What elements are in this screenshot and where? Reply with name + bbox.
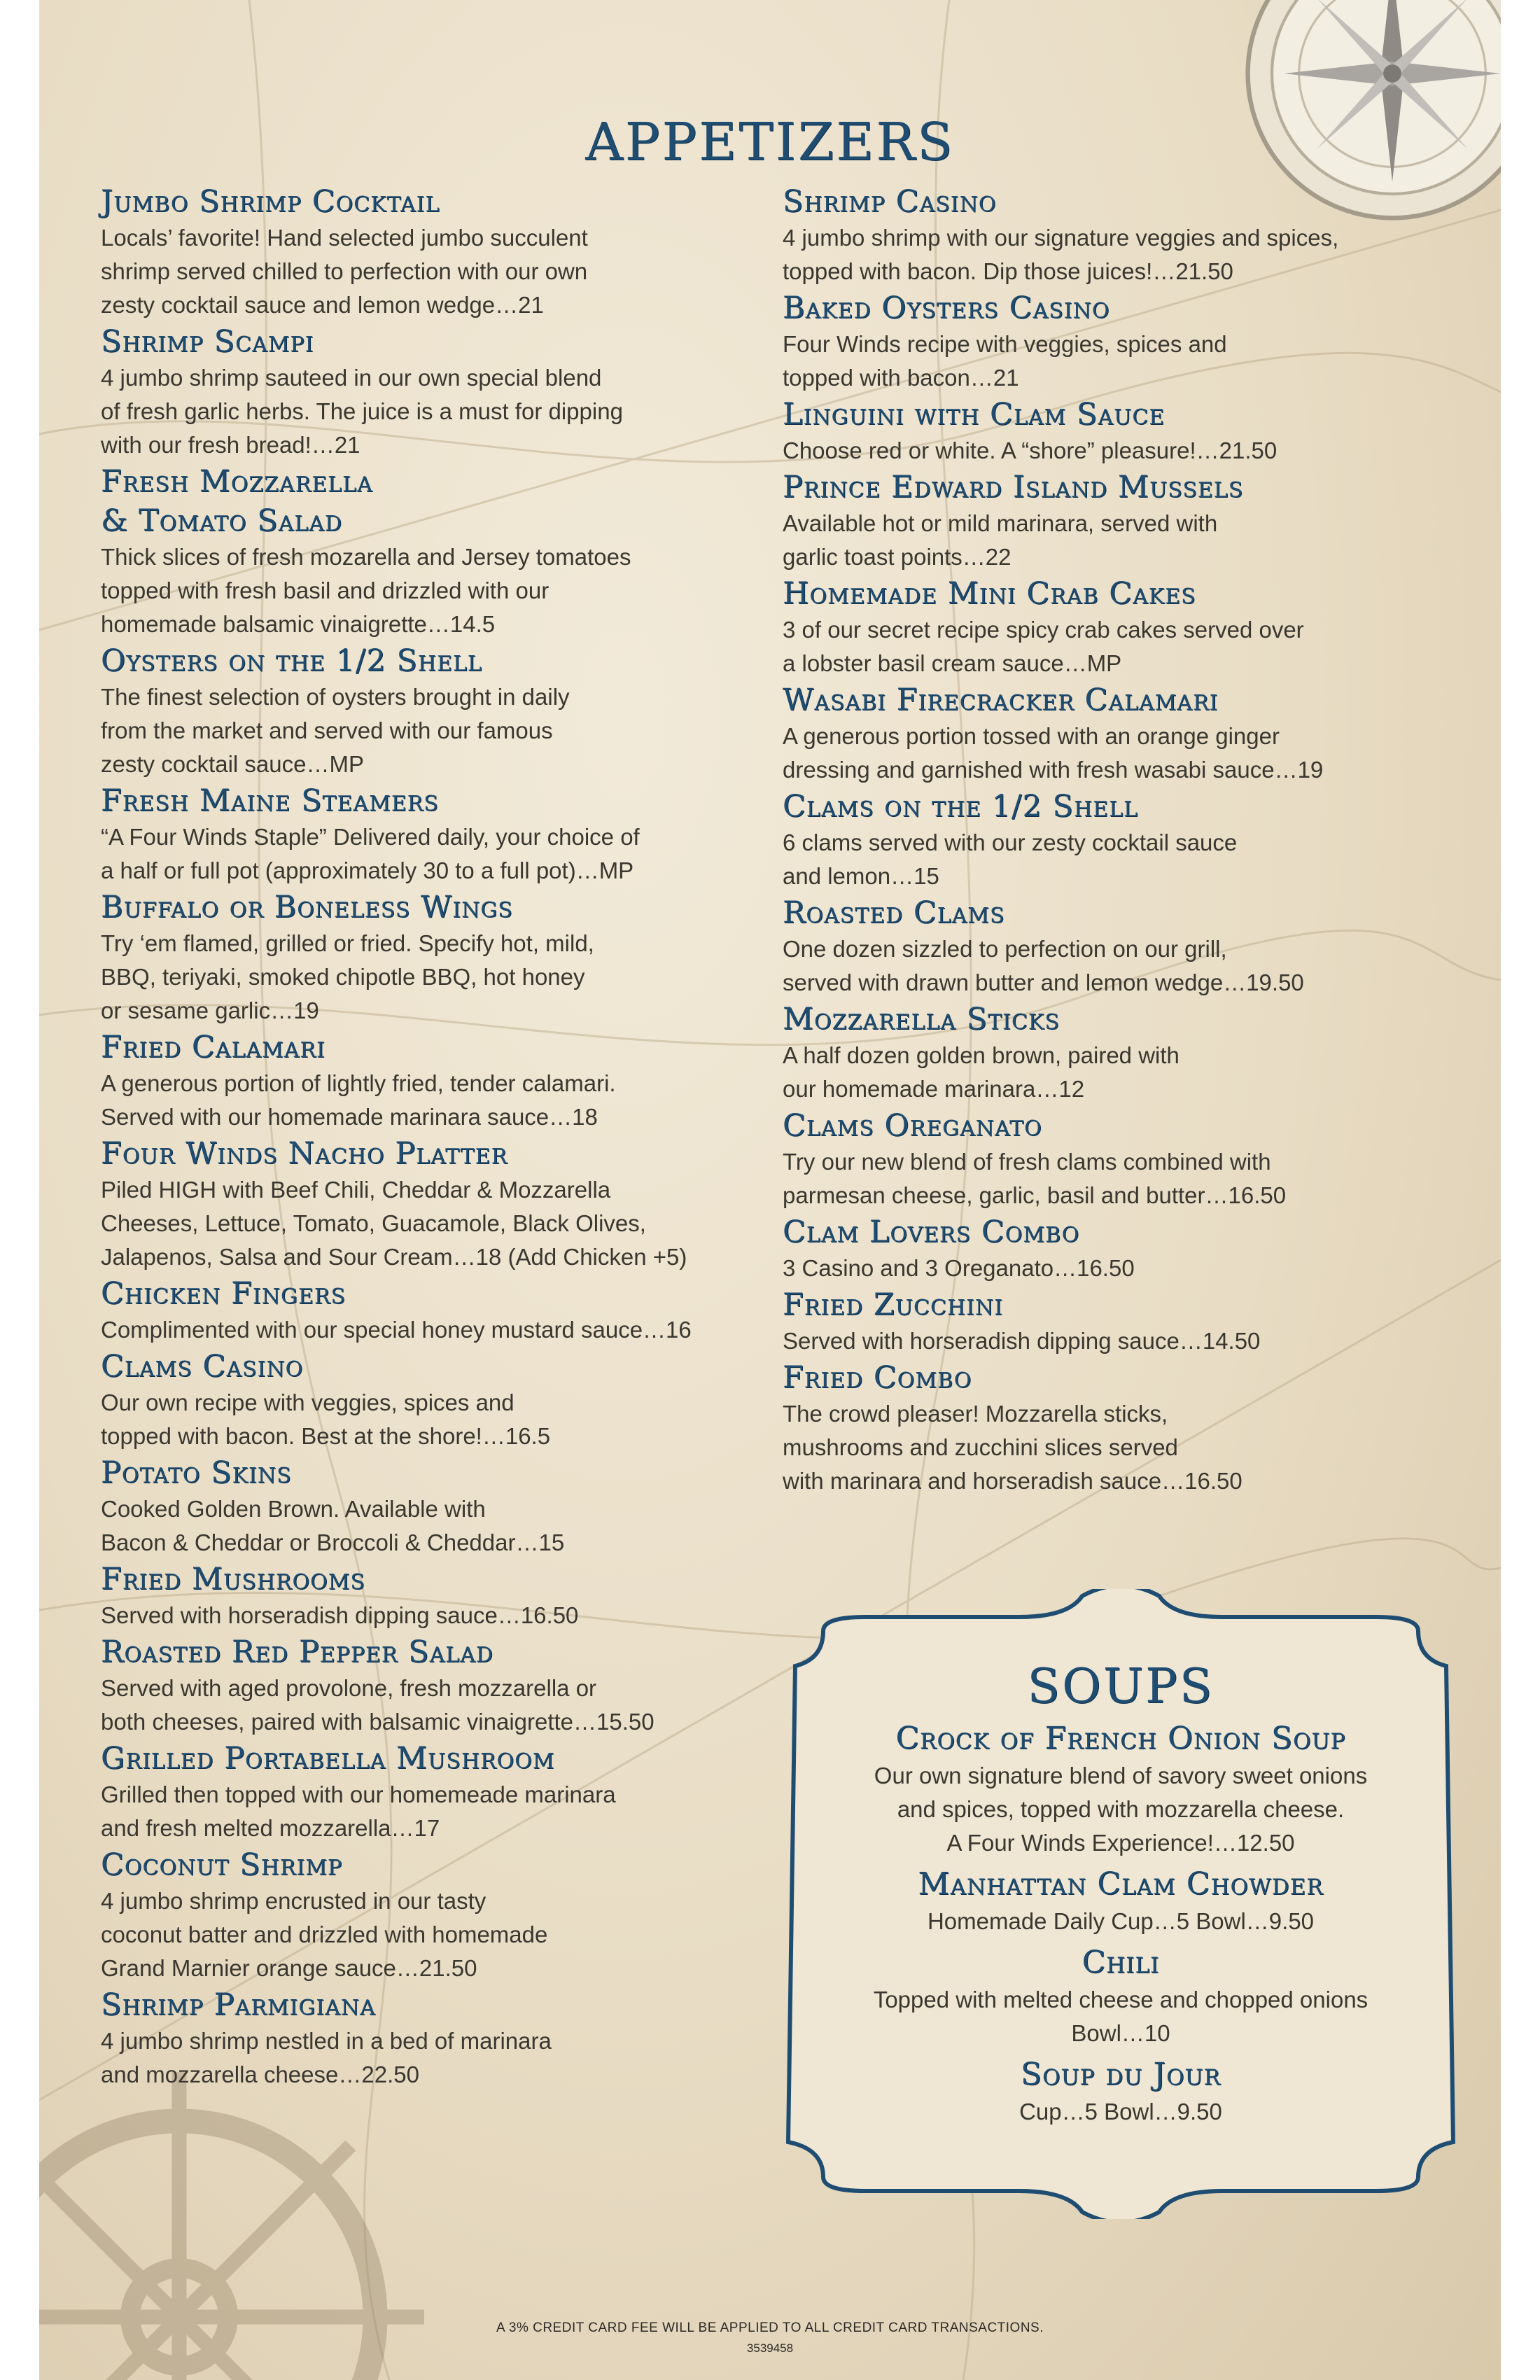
menu-item-name: Mozzarella Sticks <box>783 1002 1060 1037</box>
menu-item-name: Baked Oysters Casino <box>783 290 1110 326</box>
soup-item-description: Our own signature blend of savory sweet onions and spices, topped with mozzarella cheese. A Four Winds Experience!…12.50 <box>874 1763 1368 1856</box>
menu-item-name: Oysters on the 1/2 Shell <box>101 643 482 678</box>
menu-item-name: Potato Skins <box>101 1455 292 1490</box>
menu-item-name: Prince Edward Island Mussels <box>783 470 1244 505</box>
menu-item <box>101 1347 759 1453</box>
menu-item-name: Coconut Shrimp <box>101 1847 343 1882</box>
soup-item-description: Cup…5 Bowl…9.50 <box>1019 2099 1222 2124</box>
menu-item-description: 4 jumbo shrimp encrusted in our tasty coconut batter and drizzled with homemade Grand Marnier orange sauce…21.50 <box>101 1888 548 1981</box>
menu-item-description: Try ‘em flamed, grilled or fried. Specify hot, mild, BBQ, teriyaki, smoked chipotle BBQ, hot honey or sesame garlic…19 <box>101 930 594 1023</box>
soup-item-description: Topped with melted cheese and chopped onions Bowl…10 <box>873 1987 1368 2046</box>
menu-item-description: “A Four Winds Staple” Delivered daily, your choice of a half or full pot (approximately 30 to a full pot)…MP <box>101 824 640 883</box>
appetizers-left-column <box>101 182 759 2092</box>
soup-item <box>774 1942 1467 2050</box>
menu-item-description: Locals’ favorite! Hand selected jumbo succulent shrimp served chilled to perfection with our own zesty cocktail sauce and lemon wedge…21 <box>101 225 588 318</box>
menu-item <box>101 1739 759 1845</box>
menu-item-description: 4 jumbo shrimp nestled in a bed of marinara and mozzarella cheese…22.50 <box>101 2028 552 2087</box>
menu-item <box>101 1028 759 1134</box>
menu-item <box>101 462 759 641</box>
menu-item-name: Fried Zucchini <box>783 1287 1004 1322</box>
menu-item-name: Chicken Fingers <box>101 1276 346 1311</box>
menu-item-name: Buffalo or Boneless Wings <box>101 890 513 925</box>
menu-item <box>101 1560 759 1632</box>
menu-item <box>783 288 1462 395</box>
soups-section <box>774 1659 1467 2133</box>
menu-item <box>783 680 1462 787</box>
menu-item-description: Choose red or white. A “shore” pleasure!…21.50 <box>783 438 1278 463</box>
menu-item <box>101 1985 759 2092</box>
menu-item-name: Shrimp Casino <box>783 184 997 219</box>
menu-item <box>783 1285 1462 1358</box>
menu-item <box>783 1000 1462 1106</box>
menu-code: 3539458 <box>746 2342 794 2355</box>
menu-item-description: Complimented with our special honey mustard sauce…16 <box>101 1317 692 1343</box>
menu-item-description: Piled HIGH with Beef Chili, Cheddar & Mozzarella Cheeses, Lettuce, Tomato, Guacamole, Black Olives, Jalapenos, Salsa and Sour Cream…18 (Add Chicken +5) <box>101 1177 687 1270</box>
credit-card-fee-note: A 3% CREDIT CARD FEE WILL BE APPLIED TO ALL CREDIT CARD TRANSACTIONS. <box>496 2320 1044 2335</box>
soup-item-name: Soup du Jour <box>1020 2057 1221 2092</box>
menu-item <box>783 574 1462 680</box>
menu-item <box>101 1453 759 1560</box>
menu-item-name: Shrimp Scampi <box>101 324 314 359</box>
menu-item-description: Try our new blend of fresh clams combined with parmesan cheese, garlic, basil and butter…16.50 <box>783 1149 1287 1208</box>
menu-item <box>783 787 1462 893</box>
menu-item-description: Served with horseradish dipping sauce…16.50 <box>101 1602 579 1628</box>
menu-item <box>101 182 759 322</box>
menu-item-name: Grilled Portabella Mushroom <box>101 1741 555 1776</box>
menu-item-description: 4 jumbo shrimp sauteed in our own special blend of fresh garlic herbs. The juice is a must for dipping with our fresh bread!…21 <box>101 365 623 458</box>
appetizers-right-column <box>783 182 1462 1498</box>
menu-item-description: Served with horseradish dipping sauce…14.50 <box>783 1328 1261 1354</box>
menu-item-description: Thick slices of fresh mozarella and Jersey tomatoes topped with fresh basil and drizzled with our homemade balsamic vinaigrette…14.5 <box>101 544 631 637</box>
menu-item <box>101 322 759 462</box>
menu-item-name: Fresh Mozzarella & Tomato Salad <box>101 464 373 538</box>
menu-item-name: Four Winds Nacho Platter <box>101 1136 508 1171</box>
menu-item <box>783 468 1462 574</box>
soup-item <box>774 1864 1467 1938</box>
menu-item-description: Cooked Golden Brown. Available with Bacon & Cheddar or Broccoli & Cheddar…15 <box>101 1496 565 1555</box>
soup-item <box>774 1718 1467 1860</box>
menu-item <box>101 1134 759 1274</box>
menu-item <box>783 1358 1462 1498</box>
menu-item <box>783 1212 1462 1285</box>
menu-item-description: A half dozen golden brown, paired with our homemade marinara…12 <box>783 1042 1180 1102</box>
soup-item-name: Crock of French Onion Soup <box>895 1721 1346 1756</box>
menu-item-description: One dozen sizzled to perfection on our grill, served with drawn butter and lemon wedge…19.50 <box>783 936 1304 995</box>
menu-item <box>101 1274 759 1347</box>
menu-item-description: A generous portion of lightly fried, tender calamari. Served with our homemade marinara sauce…18 <box>101 1070 616 1130</box>
menu-item <box>783 893 1462 1000</box>
menu-item-name: Roasted Red Pepper Salad <box>101 1634 493 1670</box>
menu-item-description: A generous portion tossed with an orange ginger dressing and garnished with fresh wasabi sauce…19 <box>783 723 1324 783</box>
menu-item-description: 3 Casino and 3 Oreganato…16.50 <box>783 1255 1135 1281</box>
menu-item <box>783 182 1462 288</box>
menu-item-name: Clams on the 1/2 Shell <box>783 789 1138 824</box>
menu-item-name: Fresh Maine Steamers <box>101 783 439 818</box>
soups-list <box>774 1718 1467 2129</box>
menu-item-description: 3 of our secret recipe spicy crab cakes served over a lobster basil cream sauce…MP <box>783 617 1304 676</box>
soup-item-name: Manhattan Clam Chowder <box>918 1866 1324 1902</box>
menu-item-name: Homemade Mini Crab Cakes <box>783 576 1196 611</box>
menu-item-description: The crowd pleaser! Mozzarella sticks, mushrooms and zucchini slices served with marinara and horseradish sauce…16.50 <box>783 1401 1242 1494</box>
menu-item-description: The finest selection of oysters brought in daily from the market and served with our famous zesty cocktail sauce…MP <box>101 684 570 777</box>
menu-item-name: Linguini with Clam Sauce <box>783 397 1166 432</box>
menu-item-name: Jumbo Shrimp Cocktail <box>101 184 440 219</box>
menu-item <box>101 641 759 781</box>
menu-item-name: Roasted Clams <box>783 895 1005 930</box>
menu-item-description: 4 jumbo shrimp with our signature veggies and spices, topped with bacon. Dip those juices!…21.50 <box>783 225 1339 284</box>
menu-item-name: Clams Oreganato <box>783 1108 1042 1143</box>
menu-item <box>101 888 759 1028</box>
menu-item-description: Our own recipe with veggies, spices and topped with bacon. Best at the shore!…16.5 <box>101 1390 551 1449</box>
menu-item-name: Shrimp Parmigiana <box>101 1987 376 2022</box>
menu-item-name: Fried Combo <box>783 1360 972 1395</box>
menu-item <box>101 1845 759 1985</box>
menu-item-name: Fried Mushrooms <box>101 1562 365 1597</box>
menu-item-name: Wasabi Firecracker Calamari <box>783 682 1219 718</box>
menu-page <box>39 0 1501 2380</box>
menu-item <box>783 1106 1462 1212</box>
menu-item-description: Available hot or mild marinara, served with garlic toast points…22 <box>783 510 1218 570</box>
soup-item-description: Homemade Daily Cup…5 Bowl…9.50 <box>927 1908 1315 1934</box>
menu-item-description: 6 clams served with our zesty cocktail sauce and lemon…15 <box>783 830 1238 889</box>
menu-item-name: Clam Lovers Combo <box>783 1214 1080 1250</box>
menu-item <box>783 395 1462 468</box>
menu-item-name: Clams Casino <box>101 1349 304 1384</box>
menu-item-description: Served with aged provolone, fresh mozzarella or both cheeses, paired with balsamic vinaigrette…15.50 <box>101 1675 654 1735</box>
menu-item <box>101 1632 759 1739</box>
menu-item-name: Fried Calamari <box>101 1030 326 1065</box>
menu-item <box>101 781 759 888</box>
appetizers-heading: APPETIZERS <box>585 112 955 172</box>
soups-heading: SOUPS <box>1027 1659 1214 1714</box>
soup-item-name: Chili <box>1082 1945 1160 1980</box>
menu-item-description: Grilled then topped with our homemeade marinara and fresh melted mozzarella…17 <box>101 1782 616 1841</box>
soup-item <box>774 2054 1467 2129</box>
menu-item-description: Four Winds recipe with veggies, spices and topped with bacon…21 <box>783 331 1227 391</box>
